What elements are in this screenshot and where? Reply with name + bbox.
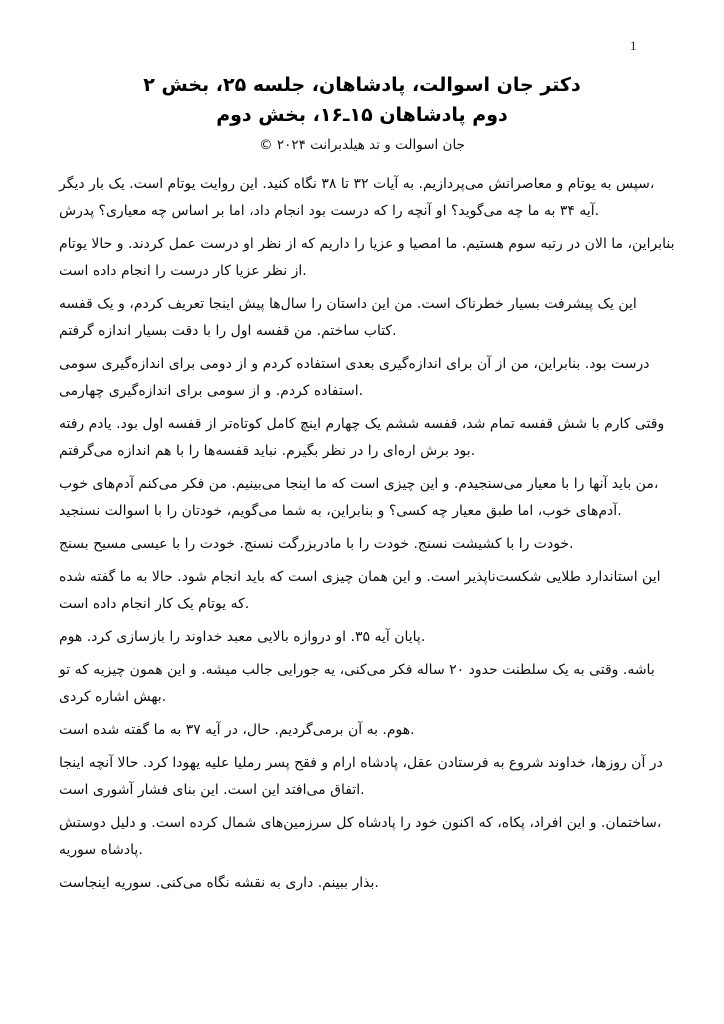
text-line: هوم. به آن برمی‌گردیم. حال، در آیه ۳۷ به ما گفته شده است. (59, 722, 415, 738)
document-body (59, 171, 675, 897)
text-line: که یوتام یک کار انجام داده است. (59, 596, 250, 612)
text-line: پایان آیه ۳۵. او دروازه بالایی معبد خداوند را بازسازی کرد. هوم. (59, 629, 426, 645)
text-line: بنابراین، ما الان در رتبه سوم هستیم. ما امصیا و عزیا را داریم که از نظر او درست عمل کردند. و حالا یوتام (59, 236, 675, 252)
paragraph (59, 870, 665, 897)
text-line: این یک پیشرفت بسیار خطرناک است. من این داستان را سال‌ها پیش اینجا تعریف کردم، و یک قفسه (59, 296, 637, 312)
paragraph (59, 471, 665, 525)
paragraph (59, 231, 675, 285)
paragraph (59, 624, 665, 651)
paragraph (59, 411, 665, 465)
paragraph (59, 171, 665, 225)
text-line: آیه ۳۴ به ما چه می‌گوید؟ او آنچه را که درست بود انجام داد، اما بر اساس چه معیاری؟ پدرش. (59, 203, 600, 219)
text-line: آدم‌های خوب، اما طبق معیار چه کسی؟ و بنابراین، به شما می‌گویم، خودتان را با اسوالت نسنجید. (59, 503, 622, 519)
paragraph (59, 810, 665, 864)
text-line: سپس به یوتام و معاصرانش می‌پردازیم. به آیات ۳۲ تا ۳۸ نگاه کنید. این روایت یوتام است. یک بار دیگر، (59, 176, 655, 192)
paragraph (59, 750, 665, 804)
text-line: باشه. وقتی به یک سلطنت حدود ۲۰ ساله فکر می‌کنی، یه جورایی جالب میشه. و این همون چیزیه که تو (59, 662, 655, 678)
text-line: درست بود. بنابراین، من از آن برای اندازه‌گیری بعدی استفاده کردم و از دومی برای اندازه‌گیری سومی (59, 356, 650, 372)
text-line: خودت را با کشیشت نسنج. خودت را با مادربزرگت نسنج. خودت را با عیسی مسیح بسنج. (59, 536, 574, 552)
text-line: پادشاه سوریه. (59, 842, 143, 858)
paragraph (59, 657, 665, 711)
document-header (0, 0, 724, 153)
text-line: بود برش اره‌ای را در نظر بگیرم. نباید قفسه‌ها را با هم اندازه می‌گرفتم. (59, 443, 476, 459)
byline: © ۲۰۲۴ جان اسوالت و تد هیلدبرانت (259, 137, 465, 153)
text-line: بذار ببینم. داری به نقشه نگاه می‌کنی. سوریه اینجاست. (59, 875, 379, 891)
text-line: اتفاق می‌افتد این است. این بنای فشار آشوری است. (59, 782, 365, 798)
text-line: این استاندارد طلایی شکست‌ناپذیر است. و این همان چیزی است که باید انجام شود. حالا به ما گفته شده (59, 569, 661, 585)
text-line: من باید آنها را با معیار می‌سنجیدم. و این چیزی است که ما اینجا می‌بینیم. من فکر می‌کنم آدم‌های خوب، (59, 476, 659, 492)
text-line: بهش اشاره کردی. (59, 689, 167, 705)
title-line-1: دکتر جان اسوالت، پادشاهان، جلسه ۲۵، بخش ۲ (143, 74, 581, 96)
page-number: 1 (630, 38, 637, 53)
paragraph (59, 717, 665, 744)
text-line: از نظر عزیا کار درست را انجام داده است. (59, 263, 307, 279)
text-line: کتاب ساختم. من قفسه اول را با دقت بسیار اندازه گرفتم. (59, 323, 397, 339)
title-line-2: دوم پادشاهان ۱۵ـ۱۶، بخش دوم (216, 104, 508, 126)
paragraph (59, 564, 665, 618)
text-line: در آن روزها، خداوند شروع به فرستادن عقل، پادشاه ارام و فقح پسر رملیا علیه یهودا کرد. حالا آنچه اینجا (59, 755, 663, 771)
text-line: ساختمان. و این افراد، پکاه، که اکنون خود را پادشاه کل سرزمین‌های شمال کرده است. و دلیل دوستش، (59, 815, 662, 831)
paragraph (59, 531, 665, 558)
paragraph (59, 291, 665, 345)
paragraph (59, 351, 665, 405)
text-line: وقتی کارم با شش قفسه تمام شد، قفسه ششم یک چهارم اینچ کامل کوتاه‌تر از قفسه اول بود. یادم رفته (59, 416, 665, 432)
text-line: استفاده کردم. و از سومی برای اندازه‌گیری چهارمی. (59, 383, 364, 399)
